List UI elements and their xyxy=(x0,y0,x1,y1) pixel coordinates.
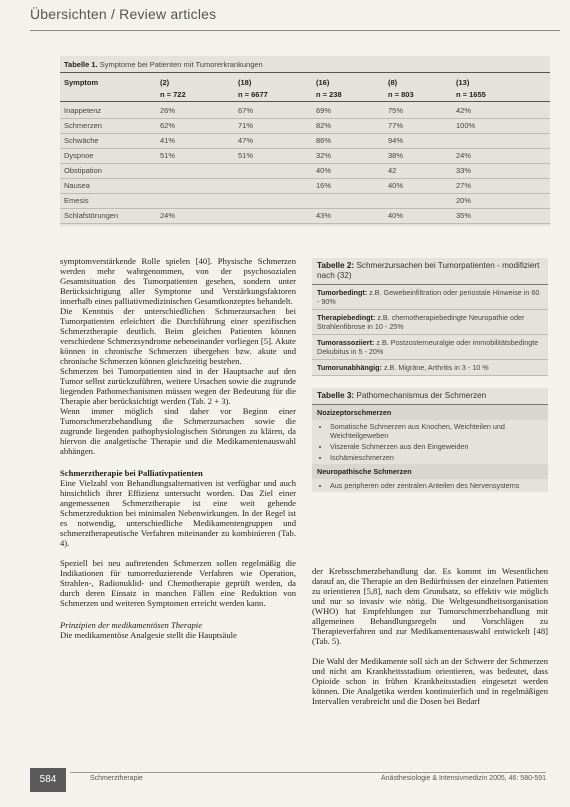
table-2-entry xyxy=(312,335,548,360)
header-rule xyxy=(30,30,560,31)
paragraph: Wenn immer möglich sind daher vor Beginn einer Tumorschmerzbehandlung die Schmerzursachen sowie die zugrunde liegenden pathophysiologischen Störungen zu klären, da hiervon die analgetische Therapie und die Medikamentenauswahl abhängen. xyxy=(60,406,296,456)
table-1-cell: 40% xyxy=(316,166,332,175)
table-1-cell: 71% xyxy=(238,121,254,130)
table-1-cell: 43% xyxy=(316,211,332,220)
footer-citation: Anästhesiologie & Intensivmedizin 2005, 46: 580-591 xyxy=(381,775,546,782)
table-1-cell: 32% xyxy=(316,151,332,160)
table-1-cell: Dyspnoe xyxy=(64,151,94,160)
table-3-list xyxy=(312,481,548,490)
table-3-list-item: • Ischämieschmerzen xyxy=(330,453,548,462)
table-3 xyxy=(312,388,548,492)
left-column xyxy=(60,256,296,640)
table-1-cell: 42% xyxy=(456,106,472,115)
table-2-text: z.B. Postzosterneuralgie oder immobilitätsbedingte Dekubitus in 5 - 20% xyxy=(317,338,539,356)
table-1-cell: 27% xyxy=(456,181,472,190)
table-1-cell: 24% xyxy=(160,211,176,220)
table-1-cell: Emesis xyxy=(64,196,89,205)
table-1-cell: 16% xyxy=(316,181,332,190)
table-1-cell: 86% xyxy=(316,136,332,145)
table-1-cell: 100% xyxy=(456,121,476,130)
table-1-cell: 40% xyxy=(388,181,404,190)
table-1-cell: Schlafstörungen xyxy=(64,211,119,220)
table-1-header-cell: (13) xyxy=(456,78,470,87)
table-1-row-rule xyxy=(60,223,550,224)
table-1-cell: Inappetenz xyxy=(64,106,102,115)
left-column-paragraphs-2 xyxy=(60,478,296,608)
table-2-term: Tumorassoziiert: xyxy=(317,338,375,347)
left-column-paragraphs xyxy=(60,256,296,456)
table-1-cell: 20% xyxy=(456,196,472,205)
table-2 xyxy=(312,258,548,376)
table-2-title: Schmerzursachen bei Tumorpatienten - modifiziert nach (32) xyxy=(317,261,540,280)
table-1-cell: 77% xyxy=(388,121,404,130)
table-1-cell: 51% xyxy=(160,151,176,160)
table-3-list-item: • Aus peripheren oder zentralen Anteilen des Nervensystems xyxy=(330,481,548,490)
running-head: Übersichten / Review articles xyxy=(30,6,217,22)
table-2-entry xyxy=(312,360,548,376)
table-1-row-rule xyxy=(60,193,550,194)
table-3-sections xyxy=(312,405,548,490)
table-2-text: z.B. Migräne, Arthritis in 3 - 10 % xyxy=(383,363,489,372)
table-1-header-cell: (16) xyxy=(316,78,330,87)
table-2-label: Tabelle 2: xyxy=(317,261,355,270)
table-1-cell: Nausea xyxy=(64,181,90,190)
table-1-row-rule xyxy=(60,208,550,209)
table-1-cell: 38% xyxy=(388,151,404,160)
footer-left-text: Schmerztherapie xyxy=(90,775,143,782)
table-1-row-rule xyxy=(60,148,550,149)
table-1-label: Tabelle 1. xyxy=(64,60,98,69)
table-1-cell: 69% xyxy=(316,106,332,115)
table-2-entry xyxy=(312,285,548,310)
table-1-header-cell: n = 238 xyxy=(316,90,342,99)
table-1-cell: 47% xyxy=(238,136,254,145)
table-1-row-rule xyxy=(60,133,550,134)
table-3-list-item: • Somatische Schmerzen aus Knochen, Weichteilen und Weichteilgeweben xyxy=(330,422,548,440)
table-1-header-cell: Symptom xyxy=(64,78,99,87)
table-1-caption xyxy=(64,60,263,69)
right-column-paragraphs xyxy=(312,566,548,706)
table-1-row-rule xyxy=(60,118,550,119)
table-3-list xyxy=(312,422,548,462)
page-number: 584 xyxy=(30,768,66,792)
table-2-entries xyxy=(312,285,548,376)
table-1-header-cell: (8) xyxy=(388,78,398,87)
paragraph: Schmerzen bei Tumorpatienten sind in der Hauptsache auf den Tumor selbst zurückzuführen, weitere Ursachen sowie die zugrunde liegenden Pathomechanismen müssen wegen der Bedeutung für die Therapie aber berücksichtigt werden (Tab. 2 + 3). xyxy=(60,366,296,406)
table-1-rule xyxy=(60,72,550,73)
table-1-background xyxy=(60,56,550,226)
paragraph: der Krebsschmerzbehandlung dar. Es kommt im Wesentlichen darauf an, die Therapie an den Bedürfnissen der einzelnen Patienten zu orientieren [5,8], nach dem Grundsatz, so effektiv wie möglich und nur so invasiv wie nötig. Die Weltgesundheitsorganisation (WHO) hat Empfehlungen zur Tumorschmerzbehandlung mit allgemeinen Behandlungsregeln und Vorschlägen zu Therapieverfahren und zur Medikamentenauswahl entwickelt [48] (Tab. 5). xyxy=(312,566,548,646)
table-2-entry xyxy=(312,310,548,335)
table-2-text: z.B. Gewebeinfiltration oder periostale Hinweise in 60 - 90% xyxy=(317,288,540,306)
table-1-cell: 41% xyxy=(160,136,176,145)
paragraph: Die Wahl der Medikamente soll sich an der Schwere der Schmerzen und nicht am Krankheitsstadium orientieren, was bedeutet, dass Opioide schon in frühen Krankheitsstadien eingesetzt werden können. Die Analgetika werden kontinuierlich und in regelmäßigen Intervallen verabreicht und die Dosen bei Bedarf xyxy=(312,656,548,706)
table-1-cell: 40% xyxy=(388,211,404,220)
paragraph: Eine Vielzahl von Behandlungsalternativen ist verfügbar und auch hinsichtlich ihrer Effizienz untersucht worden. Das Ziel einer angemessenen Schmerztherapie ist eine weit gehende Schmerzreduktion bei minimalen Nebenwirkungen. In der Regel ist es notwendig, unterschiedliche Medikamentengruppen und schmerztherapeutische Verfahren miteinander zu kombinieren (Tab. 4). xyxy=(60,478,296,548)
right-column xyxy=(312,566,548,706)
table-2-term: Therapiebedingt: xyxy=(317,313,376,322)
paragraph: symptomverstärkende Rolle spielen [40]. Physische Schmerzen werden mehr wahrgenommen, von der psychosozialen Gesamtsituation des Tumorpatienten gesehen, sondern unter Berücksichtigung aller Symptome und Verstärkungsfaktoren innerhalb eines palliativmedizinischen Gesamtkonzeptes behandelt. xyxy=(60,256,296,306)
table-3-caption xyxy=(312,388,548,405)
table-2-caption xyxy=(312,258,548,285)
table-1-row-rule xyxy=(60,163,550,164)
section-heading: Schmerztherapie bei Palliativpatienten xyxy=(60,468,203,478)
table-3-list-item: • Viszerale Schmerzen aus den Eingeweiden xyxy=(330,442,548,451)
table-2-term: Tumorunabhängig: xyxy=(317,363,382,372)
table-1-cell: 62% xyxy=(160,121,176,130)
table-1-cell: 26% xyxy=(160,106,176,115)
table-1-cell: 24% xyxy=(456,151,472,160)
table-2-term: Tumorbedingt: xyxy=(317,288,368,297)
table-3-title: Pathomechanismus der Schmerzen xyxy=(356,391,487,400)
table-1-header-cell: (18) xyxy=(238,78,252,87)
table-1-header-rule xyxy=(60,101,550,102)
table-1-cell: 82% xyxy=(316,121,332,130)
table-1-cell: 33% xyxy=(456,166,472,175)
table-3-label: Tabelle 3: xyxy=(317,391,355,400)
table-1-cell: 94% xyxy=(388,136,404,145)
footer-rule xyxy=(70,772,546,773)
paragraph: Die Kenntnis der unterschiedlichen Schmerzursachen bei Tumorpatienten erleichtert die Durchführung einer spezifischen Schmerztherapie deutlich. Beim gleichen Patienten können verschiedene Schmerzsyndrome nebeneinander vorliegen [5]. Akute können in chronische Schmerzen übergehen bzw. akute und chronische Schmerzen können gleichzeitig bestehen. xyxy=(60,306,296,366)
table-1-cell: Obstipation xyxy=(64,166,102,175)
subsection-heading: Prinzipien der medikamentösen Therapie xyxy=(60,620,203,630)
paragraph: Speziell bei neu auftretenden Schmerzen sollen regelmäßig die Indikationen für tumorreduzierende Verfahren wie Operation, Strahlen-, Radionuklid- und Chemotherapie geprüft werden, da durch deren Einsatz in manchen Fällen eine Reduktion von Schmerzen und weiteren Symptomen erreicht werden kann. xyxy=(60,558,296,608)
table-1-cell: 67% xyxy=(238,106,254,115)
table-1-cell: Schmerzen xyxy=(64,121,102,130)
table-1-cell: 35% xyxy=(456,211,472,220)
table-3-section-heading: Nozizeptorschmerzen xyxy=(312,405,548,420)
table-1-header-cell: n = 6677 xyxy=(238,90,268,99)
table-1-header-cell: (2) xyxy=(160,78,170,87)
table-1-header-cell: n = 803 xyxy=(388,90,414,99)
table-3-section-heading: Neuropathische Schmerzen xyxy=(312,464,548,479)
table-1-row-rule xyxy=(60,178,550,179)
table-2-text: z.B. chemotherapiebedingte Neuropathie oder Strahlenfibrose in 10 - 25% xyxy=(317,313,525,331)
table-1-cell: 51% xyxy=(238,151,254,160)
table-1-cell: Schwäche xyxy=(64,136,99,145)
table-1-header-cell: n = 1655 xyxy=(456,90,486,99)
table-1-cell: 42 xyxy=(388,166,397,175)
table-1-title: Symptome bei Patienten mit Tumorerkrankungen xyxy=(99,60,263,69)
table-1-header-cell: n = 722 xyxy=(160,90,186,99)
table-1-cell: 75% xyxy=(388,106,404,115)
left-column-last-line: Die medikamentöse Analgesie stellt die Hauptsäule xyxy=(60,630,237,640)
